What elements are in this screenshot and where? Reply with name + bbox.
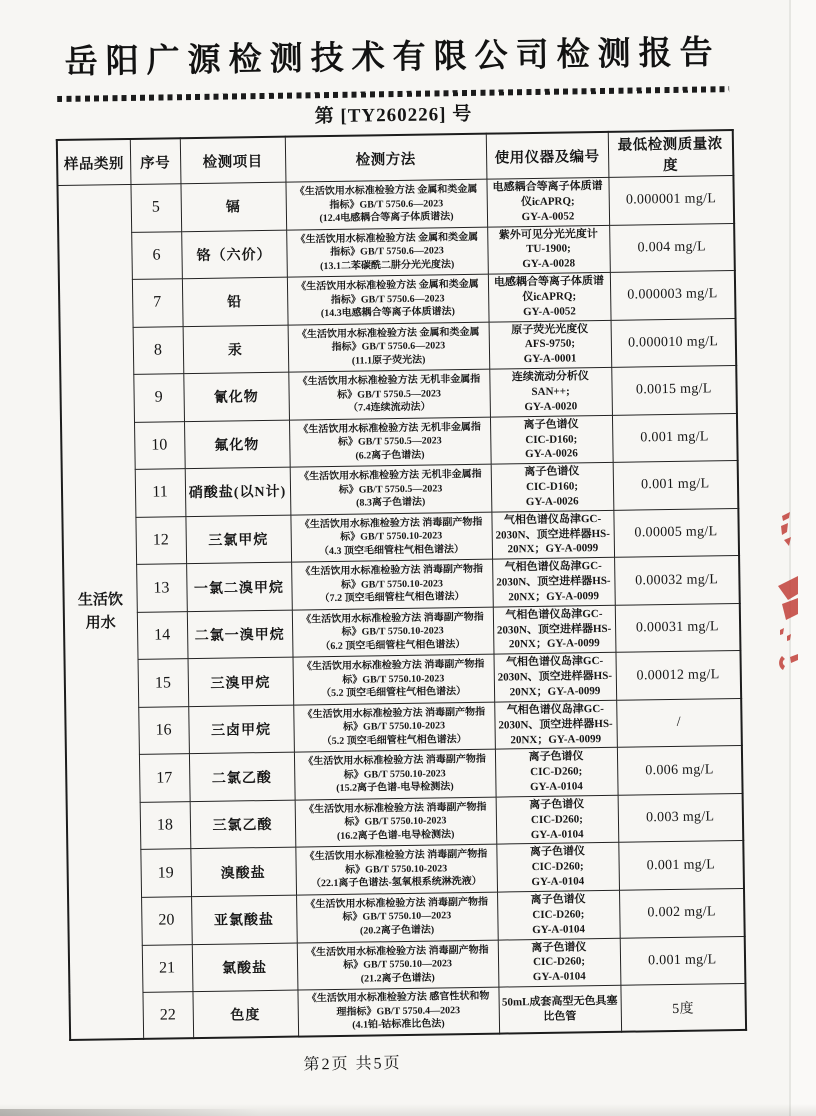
item-cell: 镉 <box>180 182 286 231</box>
instrument-cell: 离子色谱仪 CIC-D160; GY-A-0026 <box>490 415 613 464</box>
method-cell: 《生活饮用水标准检验方法 消毒副产物指 标》GB/T 5750.10-2023 (15.2离子色谱-电导检测法) <box>294 749 496 800</box>
instrument-cell: 气相色谱仪岛津GC- 2030N、顶空进样器HS- 20NX；GY-A-0099 <box>493 653 616 702</box>
instrument-cell: 离子色谱仪 CIC-D260; GY-A-0104 <box>496 795 619 844</box>
page-title: 岳阳广源检测技术有限公司检测报告 <box>64 33 721 80</box>
lod-cell: 0.003 mg/L <box>618 793 744 842</box>
lod-cell: 0.002 mg/L <box>619 888 745 937</box>
item-cell: 三溴甲烷 <box>188 657 294 706</box>
seq-cell: 9 <box>133 374 184 422</box>
instrument-cell: 电感耦合等离子体质谱 仪icAPRQ; GY-A-0052 <box>486 177 609 226</box>
seq-cell: 15 <box>138 659 189 707</box>
column-header-item: 检测项目 <box>180 137 286 184</box>
instrument-cell: 原子荧光光度仪 AFS-9750; GY-A-0001 <box>489 320 612 369</box>
report-content <box>54 31 745 1078</box>
instrument-cell: 离子色谱仪 CIC-D260; GY-A-0104 <box>497 890 620 939</box>
instrument-cell: 气相色谱仪岛津GC- 2030N、顶空进样器HS- 20NX；GY-A-0099 <box>493 605 616 654</box>
seq-cell: 18 <box>140 802 191 850</box>
report-number: 第 [TY260226] 号 <box>314 103 473 128</box>
seq-cell: 16 <box>138 707 189 755</box>
instrument-cell: 气相色谱仪岛津GC- 2030N、顶空进样器HS- 20NX；GY-A-0099 <box>494 700 617 749</box>
column-header-lod: 最低检测质量浓度 <box>608 130 734 177</box>
method-cell: 《生活饮用水标准检验方法 金属和类金属 指标》GB/T 5750.6—2023 (12.4电感耦合等离子体质谱法) <box>285 179 487 230</box>
method-cell: 《生活饮用水标准检验方法 金属和类金属 指标》GB/T 5750.6—2023 (14.3电感耦合等离子体质谱法) <box>287 274 489 325</box>
item-cell: 一氯二溴甲烷 <box>186 562 292 611</box>
item-cell: 氰化物 <box>183 372 289 421</box>
lod-cell: 0.00032 mg/L <box>614 556 740 605</box>
item-cell: 铅 <box>182 277 288 326</box>
scan-shadow-bottom <box>0 1104 816 1116</box>
lod-cell: 0.001 mg/L <box>620 936 746 985</box>
lod-cell: 0.000001 mg/L <box>608 176 734 225</box>
lod-cell: 5度 <box>620 983 746 1031</box>
lod-cell: 0.000010 mg/L <box>611 318 737 367</box>
instrument-cell: 气相色谱仪岛津GC- 2030N、顶空进样器HS- 20NX；GY-A-0099 <box>492 558 615 607</box>
item-cell: 亚氯酸盐 <box>191 895 297 944</box>
column-header-seq: 序号 <box>130 138 181 184</box>
instrument-cell: 气相色谱仪岛津GC- 2030N、顶空进样器HS- 20NX；GY-A-0099 <box>491 510 614 559</box>
column-header-instrument: 使用仪器及编号 <box>486 132 609 179</box>
lod-cell: 0.006 mg/L <box>617 746 743 795</box>
seq-cell: 17 <box>139 754 190 802</box>
lod-cell: 0.00005 mg/L <box>613 508 739 557</box>
detection-table <box>56 129 747 1041</box>
paper-right-margin <box>791 0 816 1116</box>
seq-cell: 13 <box>136 564 187 612</box>
column-header-category: 样品类别 <box>57 139 131 186</box>
instrument-cell: 离子色谱仪 CIC-D260; GY-A-0104 <box>496 843 619 892</box>
method-cell: 《生活饮用水标准检验方法 消毒副产物指 标》GB/T 5750.10-2023 （7.2 顶空毛细管柱气相色谱法） <box>291 559 493 610</box>
item-cell: 三氯乙酸 <box>190 800 296 849</box>
method-cell: 《生活饮用水标准检验方法 感官性状和物 理指标》GB/T 5750.4—2023 (4.1铂-钴标准比色法) <box>297 987 499 1036</box>
method-cell: 《生活饮用水标准检验方法 消毒副产物指 标》GB/T 5750.10-2023 （6.2 顶空毛细管柱气相色谱法） <box>292 607 494 658</box>
lod-cell: 0.00012 mg/L <box>615 651 741 700</box>
seq-cell: 20 <box>141 897 192 945</box>
instrument-cell: 连续流动分析仪 SAN++; GY-A-0020 <box>489 367 612 416</box>
method-cell: 《生活饮用水标准检验方法 消毒副产物指 标》GB/T 5750.10-2023 （5.2 顶空毛细管柱气相色谱法） <box>293 654 495 705</box>
item-cell: 三氯甲烷 <box>185 515 291 564</box>
method-cell: 《生活饮用水标准检验方法 金属和类金属 指标》GB/T 5750.6—2023 (13.1二苯碳酰二肼分光光度法) <box>286 227 488 278</box>
paper-fold-line <box>789 0 791 1116</box>
method-cell: 《生活饮用水标准检验方法 消毒副产物指 标》GB/T 5750.10—2023 (20.2离子色谱法) <box>296 892 498 943</box>
seq-cell: 7 <box>132 279 183 327</box>
seq-cell: 21 <box>142 944 193 992</box>
item-cell: 二氯一溴甲烷 <box>187 610 293 659</box>
item-cell: 色度 <box>192 990 298 1038</box>
lod-cell: 0.0015 mg/L <box>611 366 737 415</box>
item-cell: 二氯乙酸 <box>189 752 295 801</box>
lod-cell: 0.001 mg/L <box>613 461 739 510</box>
item-cell: 铬（六价） <box>181 230 287 279</box>
instrument-cell: 50mL成套高型无色具塞 比色管 <box>498 985 621 1033</box>
method-cell: 《生活饮用水标准检验方法 消毒副产物指 标》GB/T 5750.10-2023 （4.3 顶空毛细管柱气相色谱法） <box>290 512 492 563</box>
seq-cell: 10 <box>134 421 185 469</box>
seq-cell: 19 <box>140 849 191 897</box>
item-cell: 氯酸盐 <box>192 943 298 992</box>
method-cell: 《生活饮用水标准检验方法 消毒副产物指 标》GB/T 5750.10-2023 (16.2离子色谱-电导检测法) <box>295 797 497 848</box>
item-cell: 硝酸盐(以N计) <box>185 467 291 516</box>
instrument-cell: 紫外可见分光光度计 TU-1900; GY-A-0028 <box>487 225 610 274</box>
lod-cell: 0.001 mg/L <box>612 413 738 462</box>
item-cell: 氟化物 <box>184 420 290 469</box>
page-footer: 第2页 共5页 <box>303 1055 402 1074</box>
instrument-cell: 离子色谱仪 CIC-D260; GY-A-0104 <box>498 938 621 987</box>
seq-cell: 11 <box>135 469 186 517</box>
seq-cell: 6 <box>131 231 182 279</box>
instrument-cell: 电感耦合等离子体质谱 仪icAPRQ; GY-A-0052 <box>488 272 611 321</box>
lod-cell: / <box>616 698 742 747</box>
lod-cell: 0.001 mg/L <box>618 841 744 890</box>
table-body <box>57 176 746 1040</box>
method-cell: 《生活饮用水标准检验方法 消毒副产物指 标》GB/T 5750.10-2023 （22.1离子色谱法-氢氧根系统淋洗液） <box>295 845 497 896</box>
category-cell: 生活饮用水 <box>57 184 143 1040</box>
item-cell: 汞 <box>183 325 289 374</box>
instrument-cell: 离子色谱仪 CIC-D160; GY-A-0026 <box>491 463 614 512</box>
seq-cell: 22 <box>142 992 193 1039</box>
seq-cell: 8 <box>133 326 184 374</box>
method-cell: 《生活饮用水标准检验方法 无机非金属指 标》GB/T 5750.5—2023 (6.2离子色谱法) <box>289 417 491 468</box>
table-row <box>69 983 746 1040</box>
lod-cell: 0.00031 mg/L <box>615 603 741 652</box>
method-cell: 《生活饮用水标准检验方法 消毒副产物指 标》GB/T 5750.10—2023 (21.2离子色谱法) <box>297 940 499 991</box>
method-cell: 《生活饮用水标准检验方法 消毒副产物指 标》GB/T 5750.10-2023 （5.2 顶空毛细管柱气相色谱法） <box>293 702 495 753</box>
method-cell: 《生活饮用水标准检验方法 无机非金属指 标》GB/T 5750.5—2023 (8.3离子色谱法) <box>290 464 492 515</box>
instrument-cell: 离子色谱仪 CIC-D260; GY-A-0104 <box>495 748 618 797</box>
seq-cell: 12 <box>135 516 186 564</box>
method-cell: 《生活饮用水标准检验方法 金属和类金属 指标》GB/T 5750.6—2023 (11.1原子荧光法) <box>288 322 490 373</box>
seq-cell: 5 <box>130 184 181 232</box>
item-cell: 三卤甲烷 <box>188 705 294 754</box>
seq-cell: 14 <box>137 611 188 659</box>
method-cell: 《生活饮用水标准检验方法 无机非金属指 标》GB/T 5750.5—2023 （7.4连续流动法） <box>288 369 490 420</box>
column-header-method: 检测方法 <box>285 134 487 182</box>
lod-cell: 0.004 mg/L <box>609 223 735 272</box>
item-cell: 溴酸盐 <box>190 848 296 897</box>
lod-cell: 0.000003 mg/L <box>610 271 736 320</box>
